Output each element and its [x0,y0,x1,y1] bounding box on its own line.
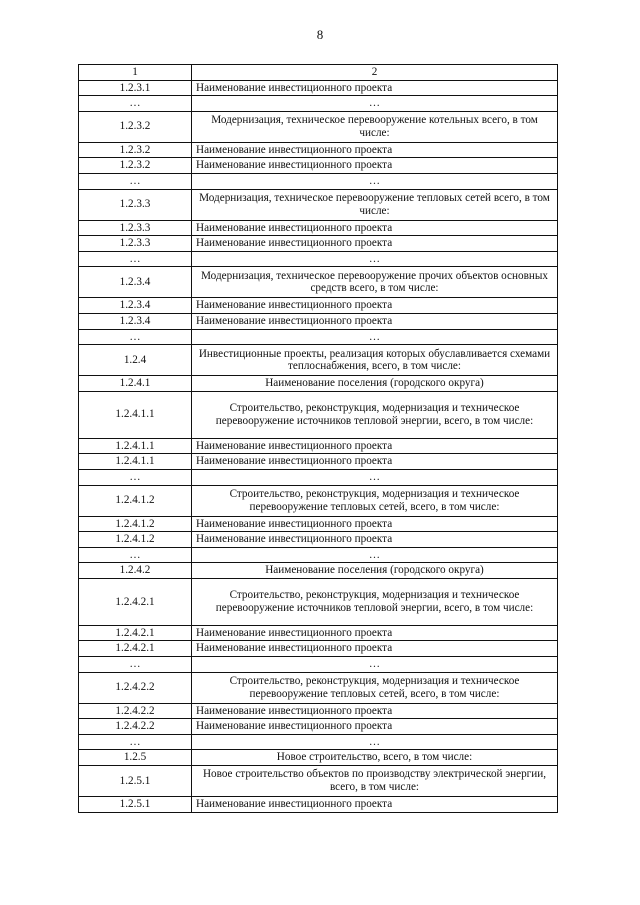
table-row [79,657,558,673]
table-row [79,438,558,454]
row-text-cell: … [192,173,558,189]
table-row [79,329,558,345]
row-text-cell: … [192,657,558,673]
table-row [79,625,558,641]
row-number-cell: … [79,173,192,189]
row-number-cell: 1.2.4.2.1 [79,641,192,657]
row-text-cell: Строительство, реконструкция, модернизация и техническое перевооружение источников тепловой энергии, всего, в том числе: [192,578,558,625]
row-text-cell: … [192,96,558,112]
row-text-cell: Строительство, реконструкция, модернизация и техническое перевооружение тепловых сетей, всего, в том числе: [192,672,558,703]
row-number-cell: 1.2.4.1.2 [79,532,192,548]
table-row [79,547,558,563]
row-number-cell: … [79,251,192,267]
row-text-cell: … [192,329,558,345]
row-number-cell: 1.2.3.2 [79,142,192,158]
table-row [79,563,558,579]
page-number: 8 [316,27,324,42]
row-number-cell: 1.2.3.2 [79,111,192,142]
row-text-cell: Наименование инвестиционного проекта [192,298,558,314]
row-number-cell: 1.2.5.1 [79,797,192,813]
row-number-cell: 1.2.4.2.1 [79,625,192,641]
table-row [79,454,558,470]
table-row [79,142,558,158]
table-row [79,578,558,625]
row-number-cell: … [79,547,192,563]
row-text-cell: Наименование инвестиционного проекта [192,80,558,96]
table-row [79,641,558,657]
table-row [79,766,558,797]
row-text-cell: Наименование инвестиционного проекта [192,142,558,158]
row-text-cell: … [192,251,558,267]
investment-table [78,64,558,813]
row-number-cell: 1.2.4.1 [79,376,192,392]
table-row [79,65,558,81]
row-number-cell: … [79,734,192,750]
row-text-cell: Наименование инвестиционного проекта [192,516,558,532]
row-number-cell: 1.2.3.3 [79,189,192,220]
row-text-cell: Инвестиционные проекты, реализация которых обуславливается схемами теплоснабжения, всего, в том числе: [192,345,558,376]
row-number-cell: 1.2.3.2 [79,158,192,174]
row-text-cell: Наименование инвестиционного проекта [192,158,558,174]
row-text-cell: Наименование инвестиционного проекта [192,641,558,657]
table-row [79,516,558,532]
table-row [79,672,558,703]
table-row [79,345,558,376]
table-row [79,251,558,267]
row-number-cell: 1.2.4.1.1 [79,391,192,438]
row-number-cell: … [79,657,192,673]
row-number-cell: 1.2.4.2.2 [79,719,192,735]
row-number-cell: 1.2.5.1 [79,766,192,797]
row-number-cell: 1.2.3.4 [79,267,192,298]
row-text-cell: Наименование поселения (городского округа) [192,376,558,392]
row-text-cell: Наименование инвестиционного проекта [192,719,558,735]
row-text-cell: Строительство, реконструкция, модернизация и техническое перевооружение источников тепловой энергии, всего, в том числе: [192,391,558,438]
table-row [79,80,558,96]
table-row [79,376,558,392]
table-row [79,797,558,813]
row-number-cell: 1 [79,65,192,81]
row-text-cell: Наименование инвестиционного проекта [192,220,558,236]
row-number-cell: 1.2.4.2.1 [79,578,192,625]
row-text-cell: Строительство, реконструкция, модернизация и техническое перевооружение тепловых сетей, всего, в том числе: [192,485,558,516]
row-text-cell: Новое строительство объектов по производству электрической энергии, всего, в том числе: [192,766,558,797]
row-text-cell: Модернизация, техническое перевооружение прочих объектов основных средств всего, в том числе: [192,267,558,298]
table-row [79,220,558,236]
row-text-cell: Наименование инвестиционного проекта [192,236,558,252]
table-row [79,391,558,438]
table-row [79,313,558,329]
row-text-cell: Наименование инвестиционного проекта [192,703,558,719]
table-row [79,719,558,735]
row-text-cell: Наименование инвестиционного проекта [192,438,558,454]
row-text-cell: Модернизация, техническое перевооружение котельных всего, в том числе: [192,111,558,142]
table-row [79,703,558,719]
row-number-cell: 1.2.4.2.2 [79,703,192,719]
table-row [79,236,558,252]
row-number-cell: 1.2.3.3 [79,236,192,252]
table-row [79,485,558,516]
table-row [79,750,558,766]
table-row [79,267,558,298]
row-number-cell: … [79,469,192,485]
row-number-cell: 1.2.3.3 [79,220,192,236]
table-row [79,532,558,548]
row-number-cell: 1.2.3.4 [79,313,192,329]
row-text-cell: … [192,469,558,485]
row-number-cell: 1.2.4.2.2 [79,672,192,703]
row-text-cell: Новое строительство, всего, в том числе: [192,750,558,766]
row-number-cell: 1.2.4.1.1 [79,438,192,454]
row-text-cell: … [192,547,558,563]
row-text-cell: 2 [192,65,558,81]
table-row [79,111,558,142]
table-row [79,189,558,220]
row-number-cell: 1.2.4.1.1 [79,454,192,470]
row-number-cell: … [79,96,192,112]
table-row [79,469,558,485]
table-row [79,158,558,174]
row-text-cell: Наименование инвестиционного проекта [192,797,558,813]
table-row [79,734,558,750]
row-text-cell: Модернизация, техническое перевооружение тепловых сетей всего, в том числе: [192,189,558,220]
row-text-cell: Наименование поселения (городского округа) [192,563,558,579]
row-number-cell: 1.2.4.1.2 [79,516,192,532]
table-body [79,65,558,813]
table-row [79,298,558,314]
row-number-cell: 1.2.3.4 [79,298,192,314]
table-row [79,96,558,112]
row-number-cell: … [79,329,192,345]
row-text-cell: Наименование инвестиционного проекта [192,454,558,470]
row-text-cell: … [192,734,558,750]
row-number-cell: 1.2.4.1.2 [79,485,192,516]
table-row [79,173,558,189]
row-text-cell: Наименование инвестиционного проекта [192,625,558,641]
row-number-cell: 1.2.4.2 [79,563,192,579]
row-text-cell: Наименование инвестиционного проекта [192,532,558,548]
row-number-cell: 1.2.5 [79,750,192,766]
row-text-cell: Наименование инвестиционного проекта [192,313,558,329]
row-number-cell: 1.2.3.1 [79,80,192,96]
row-number-cell: 1.2.4 [79,345,192,376]
